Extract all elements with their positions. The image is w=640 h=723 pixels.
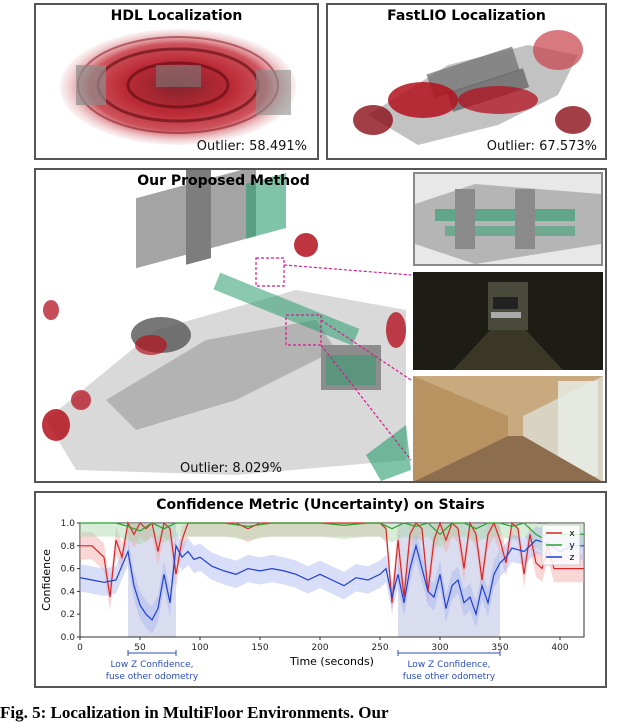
y-tick-label-0: 0.0 — [60, 633, 75, 643]
chart-legend — [542, 525, 580, 565]
legend-label-y: y — [569, 541, 575, 551]
fastlio-outlier-text: Outlier: 67.573% — [486, 139, 597, 154]
x-tick-label-300: 300 — [431, 643, 449, 653]
x-tick-label-200: 200 — [311, 643, 329, 653]
proposed-panel-title: Our Proposed Method — [137, 173, 310, 189]
y-tick-label-0.6: 0.6 — [60, 564, 75, 575]
proposed-method-panel — [34, 168, 607, 483]
region-annotation-2-1: Low Z Confidence, — [407, 660, 491, 670]
y-tick-label-0.8: 0.8 — [60, 541, 75, 552]
region-annotation-1-2: fuse other odometry — [105, 672, 199, 682]
x-tick-label-350: 350 — [491, 643, 509, 653]
region-annotation-1-1: Low Z Confidence, — [110, 660, 194, 670]
legend-label-x: x — [569, 529, 575, 539]
confidence-line-chart — [36, 493, 605, 686]
fastlio-localization-panel — [326, 3, 607, 160]
inset-3d-building-view — [413, 172, 603, 266]
proposed-outlier-text: Outlier: 8.029% — [180, 461, 282, 476]
x-tick-label-100: 100 — [191, 643, 209, 653]
x-tick-label-250: 250 — [371, 643, 389, 653]
chart-title: Confidence Metric (Uncertainty) on Stairs — [156, 497, 485, 513]
region-annotation-2-2: fuse other odometry — [402, 672, 496, 682]
x-tick-label-50: 50 — [134, 643, 146, 653]
inset-hallway-photo — [413, 376, 603, 482]
hdl-localization-panel — [34, 3, 319, 160]
x-tick-label-150: 150 — [251, 643, 269, 653]
hdl-point-cloud-image — [36, 5, 317, 158]
confidence-chart-panel — [34, 491, 607, 688]
legend-label-z: z — [569, 553, 575, 563]
y-tick-label-0.2: 0.2 — [60, 610, 75, 621]
proposed-point-cloud-image — [36, 170, 411, 481]
inset-robot-photo — [413, 272, 603, 370]
hdl-panel-title: HDL Localization — [110, 8, 243, 24]
hdl-outlier-text: Outlier: 58.491% — [196, 139, 307, 154]
fastlio-point-cloud-image — [328, 5, 605, 158]
y-axis-label: Confidence — [40, 549, 53, 611]
x-axis-label: Time (seconds) — [290, 655, 374, 668]
y-tick-label-0.4: 0.4 — [60, 587, 75, 598]
fastlio-panel-title: FastLIO Localization — [387, 8, 546, 24]
x-tick-label-0: 0 — [77, 643, 83, 653]
figure-caption: Fig. 5: Localization in MultiFloor Environments. Our — [0, 703, 389, 722]
y-tick-label-1: 1.0 — [60, 519, 75, 529]
x-tick-label-400: 400 — [551, 643, 569, 653]
